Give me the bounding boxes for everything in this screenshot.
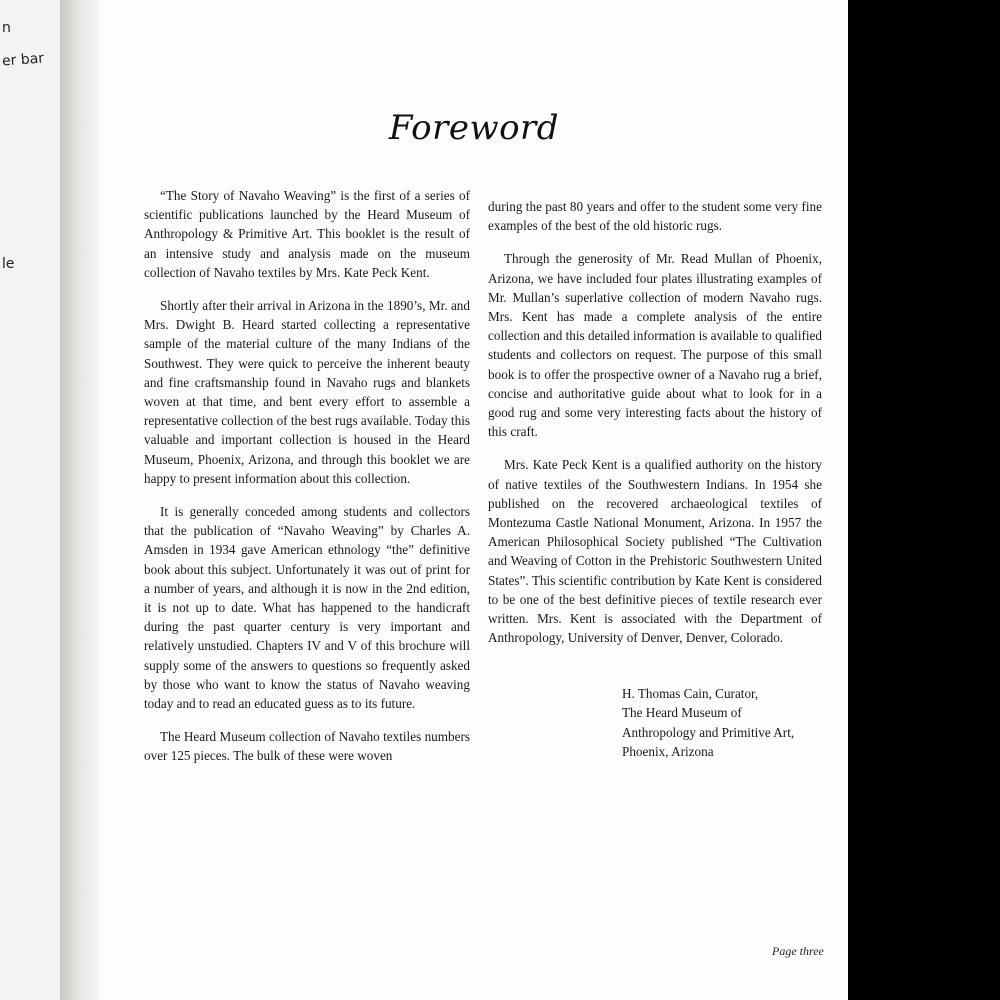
right-text-column (488, 197, 822, 661)
dark-background (848, 0, 1000, 1000)
paragraph: The Heard Museum collection of Navaho textiles numbers over 125 pieces. The bulk of these were woven (144, 729, 470, 764)
paragraph: Shortly after their arrival in Arizona in the 1890’s, Mr. and Mrs. Dwight B. Heard started collecting a representative sample of the material culture of the many Indians of the Southwest. They were quick to perceive the inherent beauty and fine craftsmanship found in Navaho rugs and blankets woven at that time, and bent every effort to assemble a representative collection of the best rugs available. Today this valuable and important collection is housed in the Heard Museum, Phoenix, Arizona, and through this booklet we are happy to present information about this collection. (144, 298, 470, 486)
paragraph: It is generally conceded among students and collectors that the publication of “Navaho Weaving” by Charles A. Amsden in 1934 gave American ethnology “the” definitive book about this subject. Unfortunately it was out of print for a number of years, and although it is now in the 2nd edition, it is not up to date. What has happened to the handicraft during the past quarter century is very important and relatively unstudied. Chapters IV and V of this brochure will supply some of the answers to questions so frequently asked by those who want to know the status of Navaho weaving today and to read an educated guess as to its future. (144, 504, 470, 712)
document-page (100, 0, 848, 1000)
page-number: Page three (772, 944, 824, 958)
paragraph: during the past 80 years and offer to the student some very fine examples of the best of the old historic rugs. (488, 199, 822, 234)
signature-line: The Heard Museum of (622, 705, 742, 721)
signature-line: H. Thomas Cain, Curator, (622, 686, 759, 701)
paragraph: Through the generosity of Mr. Read Mullan of Phoenix, Arizona, we have included four plates illustrating examples of Mr. Mullan’s superlative collection of modern Navaho rugs. Mrs. Kent has made a complete analysis of the entire collection and this detailed information is available to qualified students and collectors on request. The purpose of this small book is to offer the prospective owner of a Navaho rug a brief, concise and authoritative guide about what to look for in a good rug and some very interesting facts about the history of this craft. (488, 251, 822, 440)
signature-line: Phoenix, Arizona (622, 744, 714, 760)
signature-block (622, 684, 794, 762)
previous-page-edge (0, 0, 61, 1000)
margin-scribble: er bar (1, 50, 45, 70)
page-title: Foreword (388, 108, 560, 148)
paragraph: “The Story of Navaho Weaving” is the first of a series of scientific publications launched by the Heard Museum of Anthropology & Primitive Art. This booklet is the result of an intensive study and analysis made on the museum collection of Navaho textiles by Mrs. Kate Peck Kent. (144, 188, 470, 280)
left-text-column (144, 186, 470, 780)
margin-scribble: le (2, 256, 15, 272)
margin-scribble: n (2, 20, 11, 36)
signature-line: Anthropology and Primitive Art, (622, 724, 795, 740)
paragraph: Mrs. Kate Peck Kent is a qualified authority on the history of native textiles of the Southwestern Indians. In 1954 she published on the recovered archaeological textiles of Montezuma Castle National Monument, Arizona. In 1957 the American Philosophical Society published “The Cultivation and Weaving of Cotton in the Prehistoric Southwestern United States”. This scientific contribution by Kate Kent is considered to be one of the best definitive pieces of textile research ever written. Mrs. Kent is associated with the Department of Anthropology, University of Denver, Denver, Colorado. (488, 457, 822, 646)
